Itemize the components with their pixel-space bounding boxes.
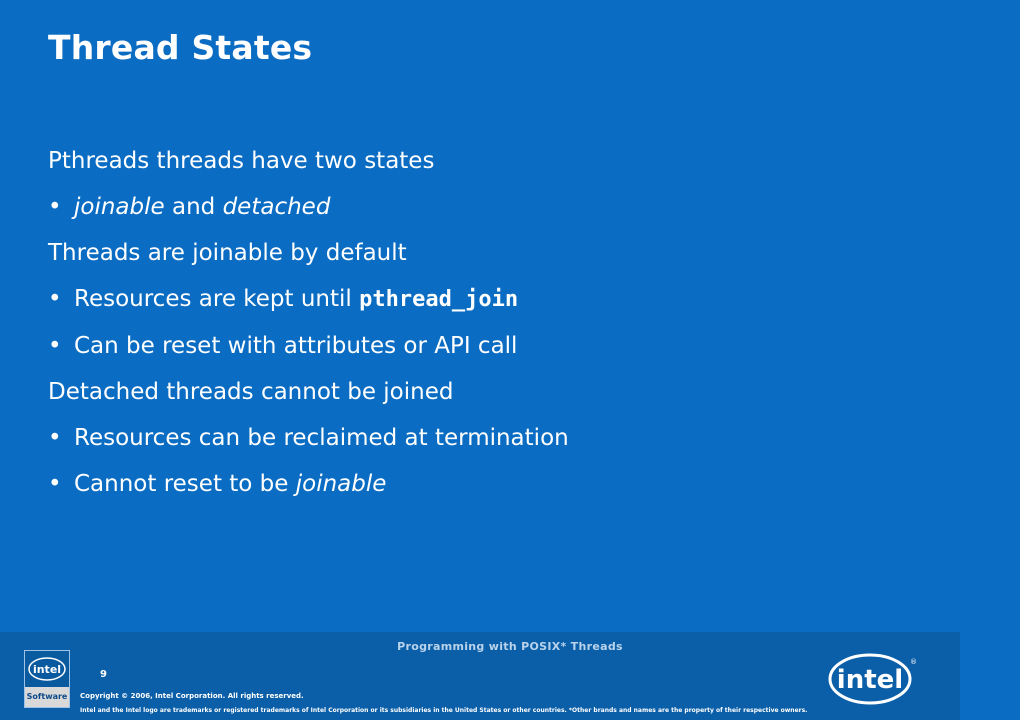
point-two-states: Pthreads threads have two states — [48, 148, 435, 174]
intel-logo-icon — [826, 648, 916, 708]
page-number: 9 — [100, 669, 107, 680]
software-logo-label: Software — [25, 687, 69, 707]
bullet-resources-kept — [48, 282, 928, 317]
bullet-glyph: • — [48, 286, 62, 312]
reclaimed-text: Resources can be reclaimed at termination — [74, 425, 569, 451]
cannot-reset-text: Cannot reset to be — [74, 471, 296, 497]
term-joinable: joinable — [74, 194, 165, 220]
resources-kept-text: Resources are kept until — [74, 286, 360, 312]
svg-text:®: ® — [910, 658, 917, 666]
software-logo-word: intel — [32, 663, 62, 676]
bullet-joinable-detached — [48, 190, 928, 224]
footer-title: Programming with POSIX* Threads — [397, 640, 623, 653]
conjunction: and — [164, 194, 223, 220]
legal-text: Intel and the Intel logo are trademarks or registered trademarks of Intel Corporation or its subsidiaries in the United States or other countries. *Other brands and names are the property of their respective owners. — [80, 707, 808, 714]
intel-software-logo-icon — [25, 651, 69, 687]
bullet-reclaimed — [48, 421, 928, 455]
bullet-cannot-reset — [48, 467, 928, 501]
term-joinable-2: joinable — [295, 471, 387, 497]
bullet-reset-attributes — [48, 329, 928, 363]
intel-software-logo — [24, 650, 70, 708]
reset-attributes-text: Can be reset with attributes or API call — [74, 333, 518, 359]
slide-title: Thread States — [48, 28, 313, 67]
bullet-glyph: • — [48, 333, 62, 359]
point-detached-cannot-join: Detached threads cannot be joined — [48, 379, 454, 405]
bullet-glyph: • — [48, 425, 62, 451]
point-joinable-default: Threads are joinable by default — [48, 240, 407, 266]
bullet-glyph: • — [48, 471, 62, 497]
slide-body — [48, 144, 928, 501]
copyright-text: Copyright © 2006, Intel Corporation. All rights reserved. — [80, 692, 304, 700]
slide-footer — [0, 632, 960, 720]
code-pthread-join: pthread_join — [359, 287, 519, 312]
intel-logo-word: intel — [836, 665, 904, 695]
bullet-glyph: • — [48, 194, 62, 220]
term-detached: detached — [222, 194, 331, 220]
